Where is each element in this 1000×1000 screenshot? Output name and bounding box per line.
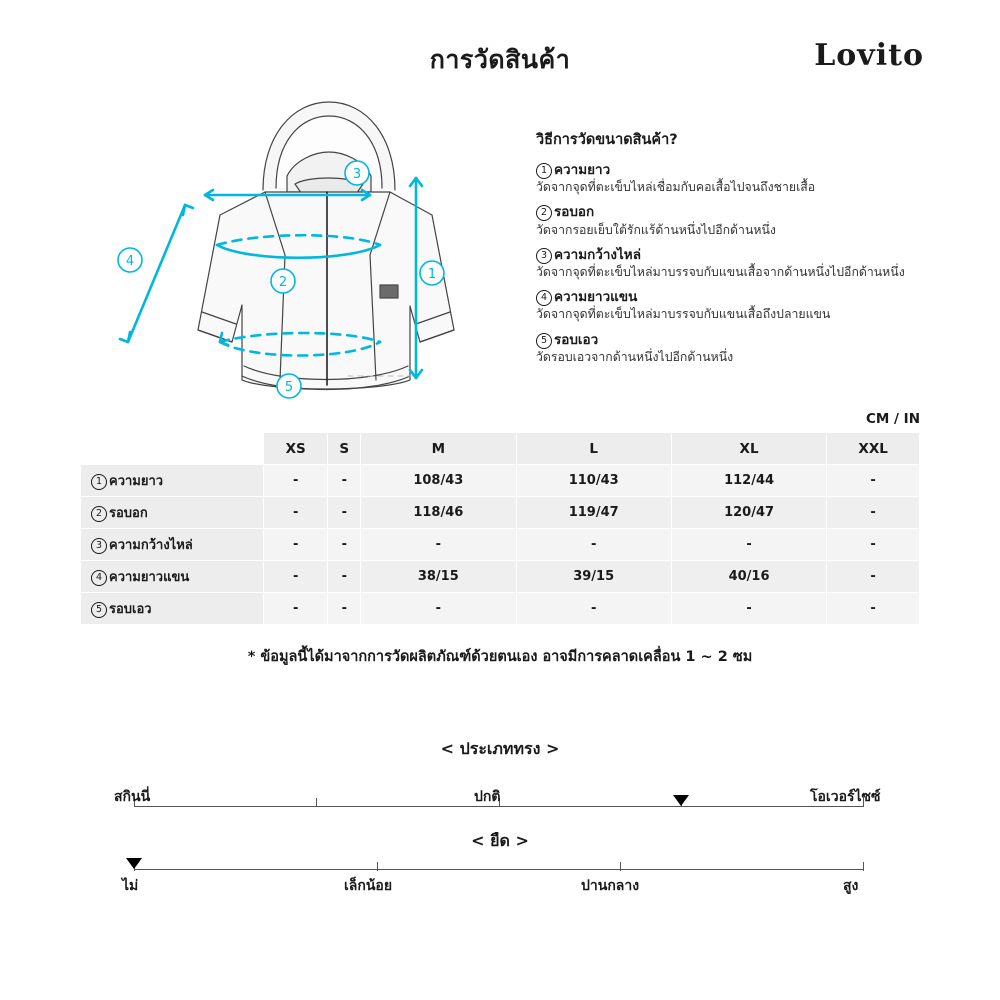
callout-1: 1 xyxy=(427,267,437,282)
table-corner-cell xyxy=(81,433,264,465)
stretch-scale-label-slight: เล็กน้อย xyxy=(344,878,393,894)
cell-waist-xl: - xyxy=(671,593,826,625)
table-row xyxy=(81,465,920,497)
circled-number-icon: 3 xyxy=(91,538,107,554)
column-header-m: M xyxy=(361,433,516,465)
cell-length-xs: - xyxy=(264,465,328,497)
measure-item-1-desc: วัดจากจุดที่ตะเข็บไหล่เชื่อมกับคอเสื้อไปจนถึงชายเสื้อ xyxy=(536,180,816,195)
cell-sleeve-s: - xyxy=(328,561,361,593)
fit-scale-tick-1 xyxy=(316,798,317,807)
circled-number-icon: 4 xyxy=(536,290,552,306)
cell-length-xl: 112/44 xyxy=(671,465,826,497)
fit-scale-label-oversize: โอเวอร์ไซซ์ xyxy=(810,789,881,805)
stretch-scale-label-medium: ปานกลาง xyxy=(581,878,640,894)
circled-number-icon: 1 xyxy=(91,474,107,490)
stretch-scale-marker xyxy=(126,858,142,869)
fit-scale-label-skinny: สกินนี่ xyxy=(114,789,151,805)
cell-waist-l: - xyxy=(516,593,671,625)
cell-bust-s: - xyxy=(328,497,361,529)
cell-length-xxl: - xyxy=(827,465,920,497)
cell-bust-xl: 120/47 xyxy=(671,497,826,529)
cell-waist-s: - xyxy=(328,593,361,625)
circled-number-icon: 2 xyxy=(91,506,107,522)
row-label-sleeve: 4 ความยาวแขน xyxy=(81,561,264,593)
table-row xyxy=(81,561,920,593)
cell-bust-m: 118/46 xyxy=(361,497,516,529)
stretch-scale-label-none: ไม่ xyxy=(122,878,139,894)
stretch-scale-label-high: สูง xyxy=(843,878,859,894)
circled-number-icon: 4 xyxy=(91,570,107,586)
cell-waist-xs: - xyxy=(264,593,328,625)
cell-shoulder-xl: - xyxy=(671,529,826,561)
callout-5: 5 xyxy=(284,380,294,395)
cell-shoulder-m: - xyxy=(361,529,516,561)
measure-item-2-desc: วัดจากรอยเย็บใต้รักแร้ด้านหนึ่งไปอีกด้านหนึ่ง xyxy=(536,222,776,237)
how-to-measure-block xyxy=(536,128,956,373)
cell-shoulder-xs: - xyxy=(264,529,328,561)
table-header-row xyxy=(81,433,920,465)
callout-3: 3 xyxy=(352,167,362,182)
cell-sleeve-l: 39/15 xyxy=(516,561,671,593)
cell-bust-xs: - xyxy=(264,497,328,529)
fit-scale-title: < ประเภททรง > xyxy=(440,739,560,758)
row-label-length: 1 ความยาว xyxy=(81,465,264,497)
measure-item-2 xyxy=(536,203,956,238)
stretch-scale-tick-1 xyxy=(377,862,378,871)
row-label-bust: 2 รอบอก xyxy=(81,497,264,529)
stretch-scale-tick-3 xyxy=(863,862,864,871)
size-table xyxy=(80,432,920,625)
callout-4: 4 xyxy=(125,254,135,269)
measure-item-1-label: 1 ความยาว xyxy=(536,161,956,179)
row-label-shoulder: 3 ความกว้างไหล่ xyxy=(81,529,264,561)
stretch-scale-tick-2 xyxy=(620,862,621,871)
fit-scale-label-regular: ปกติ xyxy=(474,789,501,805)
measure-item-3-label: 3 ความกว้างไหล่ xyxy=(536,246,956,264)
callout-2: 2 xyxy=(278,275,288,290)
cell-length-s: - xyxy=(328,465,361,497)
column-header-xs: XS xyxy=(264,433,328,465)
cell-bust-xxl: - xyxy=(827,497,920,529)
measure-item-5-label: 5 รอบเอว xyxy=(536,331,956,349)
cell-sleeve-xl: 40/16 xyxy=(671,561,826,593)
stretch-scale-title: < ยืด > xyxy=(471,831,529,850)
cell-shoulder-l: - xyxy=(516,529,671,561)
measure-item-5-desc: วัดรอบเอวจากด้านหนึ่งไปอีกด้านหนึ่ง xyxy=(536,349,734,364)
column-header-xxl: XXL xyxy=(827,433,920,465)
circled-number-icon: 5 xyxy=(91,602,107,618)
measure-item-5 xyxy=(536,331,956,366)
column-header-xl: XL xyxy=(671,433,826,465)
cell-sleeve-xxl: - xyxy=(827,561,920,593)
table-row xyxy=(81,593,920,625)
column-header-s: S xyxy=(328,433,361,465)
circled-number-icon: 1 xyxy=(536,163,552,179)
circled-number-icon: 3 xyxy=(536,248,552,264)
measure-item-3 xyxy=(536,246,956,281)
cell-waist-xxl: - xyxy=(827,593,920,625)
cell-shoulder-s: - xyxy=(328,529,361,561)
stretch-scale-line xyxy=(134,869,864,870)
measure-item-4 xyxy=(536,288,956,323)
circled-number-icon: 2 xyxy=(536,205,552,221)
cell-length-m: 108/43 xyxy=(361,465,516,497)
table-row xyxy=(81,529,920,561)
brand-logo: Lovito xyxy=(814,38,924,73)
page-title: การวัดสินค้า xyxy=(429,45,571,74)
measure-item-2-label: 2 รอบอก xyxy=(536,203,956,221)
table-row xyxy=(81,497,920,529)
cell-bust-l: 119/47 xyxy=(516,497,671,529)
measure-item-4-label: 4 ความยาวแขน xyxy=(536,288,956,306)
measure-item-4-desc: วัดจากจุดที่ตะเข็บไหล่มาบรรจบกับแขนเสื้อถึงปลายแขน xyxy=(536,307,831,322)
unit-label: CM / IN xyxy=(866,411,920,427)
cell-shoulder-xxl: - xyxy=(827,529,920,561)
row-label-waist: 5 รอบเอว xyxy=(81,593,264,625)
fit-scale-marker xyxy=(673,795,689,806)
cell-length-l: 110/43 xyxy=(516,465,671,497)
measurement-footnote: * ข้อมูลนี้ได้มาจากการวัดผลิตภัณฑ์ด้วยตนเอง อาจมีการคลาดเคลื่อน 1 ~ 2 ซม xyxy=(247,649,753,665)
cell-waist-m: - xyxy=(361,593,516,625)
garment-diagram xyxy=(80,80,520,410)
measure-item-3-desc: วัดจากจุดที่ตะเข็บไหล่มาบรรจบกับแขนเสื้อจากด้านหนึ่งไปอีกด้านหนึ่ง xyxy=(536,265,905,280)
column-header-l: L xyxy=(516,433,671,465)
measure-item-1 xyxy=(536,161,956,196)
cell-sleeve-m: 38/15 xyxy=(361,561,516,593)
circled-number-icon: 5 xyxy=(536,333,552,349)
cell-sleeve-xs: - xyxy=(264,561,328,593)
how-to-measure-heading: วิธีการวัดขนาดสินค้า? xyxy=(536,132,678,148)
